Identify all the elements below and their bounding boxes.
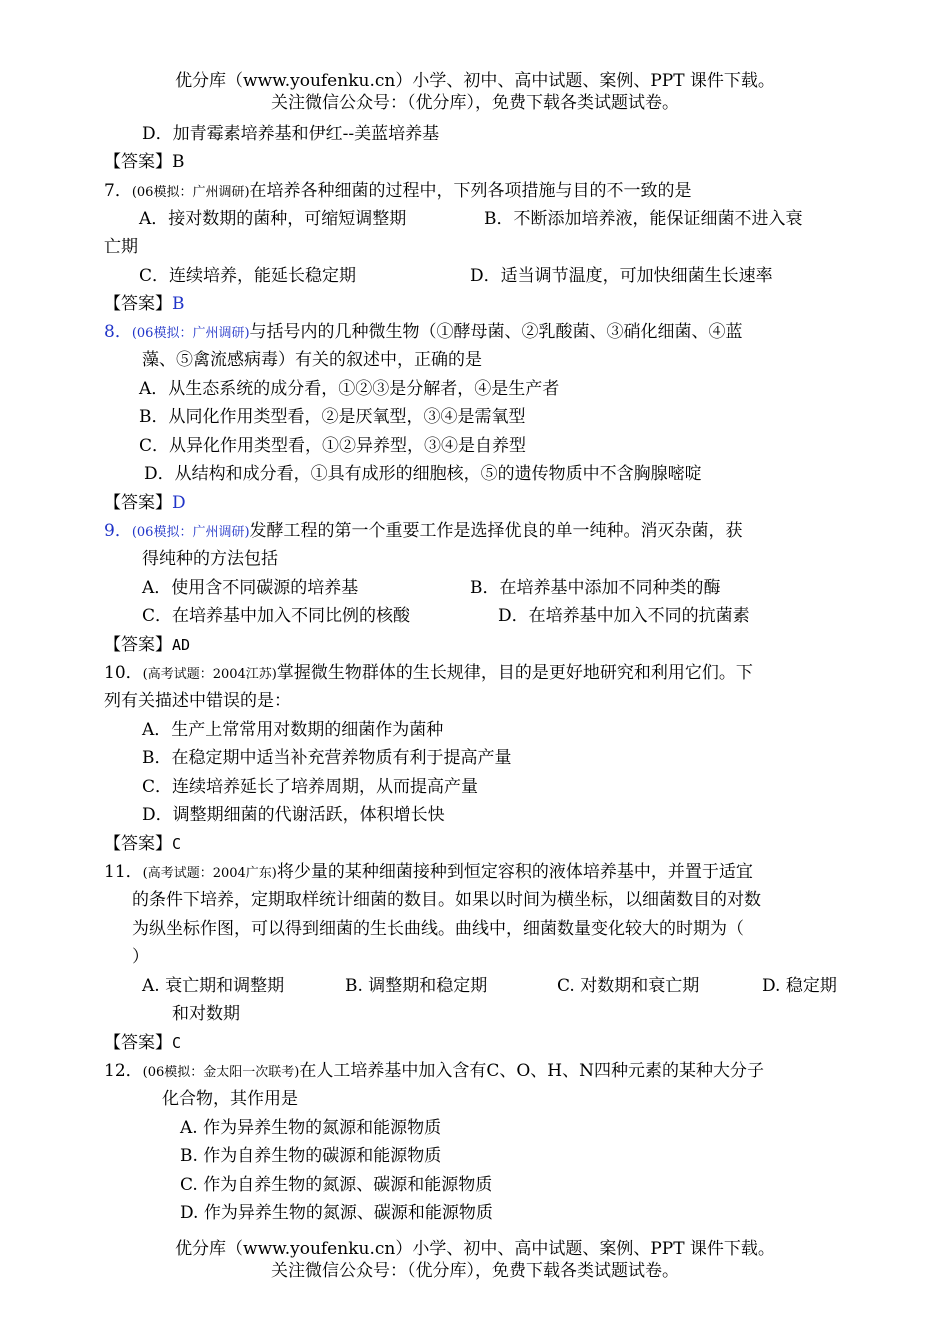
- question-source: (06模拟：广州调研): [131, 185, 250, 200]
- q11-stem-2: 的条件下培养，定期取样统计细菌的数目。如果以时间为横坐标，以细菌数目的对数: [132, 890, 761, 910]
- q9-answer: [104, 634, 190, 656]
- q8-option-d: D．从结构和成分看，①具有成形的细胞核，⑤的遗传物质中不含胸腺嘧啶: [144, 464, 702, 484]
- q11-option-a: A. 衰亡期和调整期: [142, 976, 285, 996]
- footer-line-1: 优分库（www.youfenku.cn）小学、初中、高中试题、案例、PPT 课件下载。: [175, 1239, 775, 1259]
- q9-option-a: A．使用含不同碳源的培养基: [142, 578, 359, 598]
- q7-option-c: C．连续培养，能延长稳定期: [139, 266, 357, 286]
- question-text: 发酵工程的第一个重要工作是选择优良的单一纯种。消灭杂菌，获: [249, 521, 743, 541]
- q11-stem-3: 为纵坐标作图，可以得到细菌的生长曲线。曲线中，细菌数量变化较大的时期为（: [132, 919, 744, 939]
- question-source: (06模拟：广州调研): [131, 326, 250, 341]
- question-number: 7．: [104, 181, 132, 201]
- q7-option-a: A．接对数期的菌种，可缩短调整期: [139, 209, 407, 229]
- q9-stem-1: [104, 520, 743, 544]
- q9-option-d: D．在培养基中加入不同的抗菌素: [498, 606, 750, 626]
- q12-option-b: B. 作为自养生物的碳源和能源物质: [180, 1146, 442, 1166]
- answer-label: 【答案】: [104, 635, 172, 655]
- q12-stem-1: [104, 1060, 764, 1084]
- answer-label: 【答案】: [104, 493, 172, 513]
- q10-option-b: B．在稳定期中适当补充营养物质有利于提高产量: [142, 748, 512, 768]
- q8-answer: [104, 492, 186, 514]
- q10-stem-1: [104, 662, 753, 686]
- q8-option-b: B．从同化作用类型看，②是厌氧型，③④是需氧型: [139, 407, 526, 427]
- question-source: (06模拟：金太阳一次联考): [142, 1065, 300, 1080]
- q11-option-d: D. 稳定期: [762, 976, 837, 996]
- answer-value: B: [172, 294, 185, 314]
- q11-option-c: C. 对数期和衰亡期: [557, 976, 700, 996]
- answer-value: AD: [172, 636, 191, 654]
- q9-stem-2: 得纯种的方法包括: [142, 549, 278, 569]
- header-line-2: 关注微信公众号：（优分库），免费下载各类试题试卷。: [271, 93, 679, 113]
- answer-label: 【答案】: [104, 834, 172, 854]
- question-source: (高考试题：2004广东): [142, 866, 277, 881]
- answer-label: 【答案】: [104, 294, 172, 314]
- q7-stem: [104, 180, 692, 204]
- q10-stem-2: 列有关描述中错误的是：: [104, 691, 291, 711]
- q7-answer: [104, 293, 185, 315]
- answer-value: C: [172, 1034, 182, 1052]
- q11-stem-1: [104, 861, 753, 885]
- question-source: (06模拟：广州调研): [131, 525, 250, 540]
- answer-label: 【答案】: [104, 1033, 172, 1053]
- q9-option-b: B．在培养基中添加不同种类的酶: [470, 578, 721, 598]
- q12-option-a: A. 作为异养生物的氮源和能源物质: [180, 1118, 442, 1138]
- q6-answer: [104, 151, 185, 173]
- q8-option-c: C．从异化作用类型看，①②异养型，③④是自养型: [139, 436, 527, 456]
- question-number: 9．: [104, 521, 132, 541]
- footer-line-2: 关注微信公众号：（优分库），免费下载各类试题试卷。: [271, 1261, 679, 1281]
- question-number: 8．: [104, 322, 132, 342]
- q10-option-a: A．生产上常常用对数期的细菌作为菌种: [142, 720, 444, 740]
- q8-stem-1: [104, 321, 743, 345]
- question-number: 10．: [104, 663, 143, 683]
- q12-option-c: C. 作为自养生物的氮源、碳源和能源物质: [180, 1175, 493, 1195]
- q7-option-d: D．适当调节温度，可加快细菌生长速率: [470, 266, 773, 286]
- q12-stem-2: 化合物，其作用是: [162, 1089, 298, 1109]
- question-text: 在培养各种细菌的过程中，下列各项措施与目的不一致的是: [249, 181, 692, 201]
- q10-option-c: C．连续培养延长了培养周期，从而提高产量: [142, 777, 479, 797]
- q11-answer: [104, 1032, 181, 1054]
- answer-value: C: [172, 835, 182, 853]
- q11-option-b: B. 调整期和稳定期: [345, 976, 488, 996]
- answer-value: B: [172, 152, 185, 172]
- question-source: (高考试题：2004江苏): [142, 667, 277, 682]
- header-line-1: 优分库（www.youfenku.cn）小学、初中、高中试题、案例、PPT 课件下载。: [175, 71, 775, 91]
- answer-value: D: [172, 493, 186, 513]
- q11-stem-4: ）: [132, 947, 149, 967]
- q12-option-d: D. 作为异养生物的氮源、碳源和能源物质: [180, 1203, 493, 1223]
- question-number: 11．: [104, 862, 143, 882]
- question-text: 将少量的某种细菌接种到恒定容积的液体培养基中，并置于适宜: [276, 862, 753, 882]
- q7-option-b: B．不断添加培养液，能保证细菌不进入衰: [484, 209, 803, 229]
- q8-stem-2: 藻、⑤禽流感病毒）有关的叙述中，正确的是: [142, 350, 482, 370]
- q6-option-d: D．加青霉素培养基和伊红--美蓝培养基: [142, 124, 440, 144]
- question-text: 掌握微生物群体的生长规律，目的是更好地研究和利用它们。下: [276, 663, 753, 683]
- question-text: 与括号内的几种微生物（①酵母菌、②乳酸菌、③硝化细菌、④蓝: [249, 322, 743, 342]
- q11-option-d-cont: 和对数期: [172, 1004, 240, 1024]
- q8-option-a: A．从生态系统的成分看，①②③是分解者，④是生产者: [139, 379, 560, 399]
- q7-option-b-cont: 亡期: [104, 237, 138, 257]
- question-text: 在人工培养基中加入含有C、O、H、N四种元素的某种大分子: [299, 1061, 764, 1081]
- q9-option-c: C．在培养基中加入不同比例的核酸: [142, 606, 411, 626]
- answer-label: 【答案】: [104, 152, 172, 172]
- q10-answer: [104, 833, 181, 855]
- q10-option-d: D．调整期细菌的代谢活跃，体积增长快: [142, 805, 445, 825]
- question-number: 12．: [104, 1061, 143, 1081]
